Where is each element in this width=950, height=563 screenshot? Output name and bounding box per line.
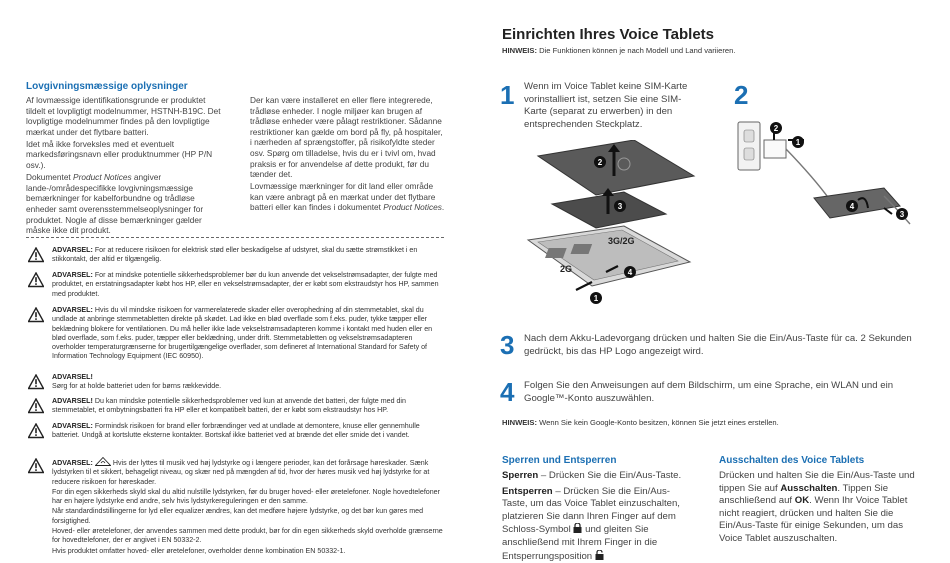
lock-text: Sperren – Drücken Sie die Ein/Aus-Taste. Entsperren – Drücken Sie die Ein/Aus-Taste, um das Voice Tablet einzuschalten, platzieren Sie dann Ihren Finger auf dem Schloss-Symbol und gleiten Sie anschließend mit Ihrem Finger in die Entsperrungsposition xyxy=(502,470,682,562)
hinweis-note: HINWEIS: Die Funktionen können je nach Modell und Land variieren. xyxy=(502,46,736,55)
svg-text:3: 3 xyxy=(899,210,905,219)
warning-block: ADVARSEL! Sørg for at holde batteriet uden for børns rækkevidde. xyxy=(28,373,443,392)
setup-title: Einrichten Ihres Voice Tablets xyxy=(502,26,715,43)
svg-text:3: 3 xyxy=(617,202,623,211)
warning-icon xyxy=(28,398,44,414)
reg-para: Lovmæssige mærkninger for dit land eller område kan være anbragt på en mærkat under det flytbare batteri eller kan findes i dokumentet Product Notices. xyxy=(250,181,445,213)
warning-icon xyxy=(28,423,44,439)
callout-1 xyxy=(792,136,804,148)
callout-4 xyxy=(624,266,636,278)
sim-2g-label: 2G xyxy=(560,264,573,274)
callout-4 xyxy=(846,200,858,212)
warning-extra: For din egen sikkerheds skyld skal du altid nulstille lydstyrken, før du bruger hoved- eller øretelefoner. Nogle hovedtelefoner har en højere lydstyrke end andre, selv hvis lydstyrkereguleringen er den samme. xyxy=(52,487,440,506)
step-number: 4 xyxy=(500,377,515,407)
warning-icon xyxy=(28,307,44,323)
sim-3g-label: 3G/2G xyxy=(608,236,635,246)
step-text: Wenn im Voice Tablet keine SIM-Karte vorinstalliert ist, setzen Sie eine SIM-Karte (separat zu erwerben) in den entsprechenden Steckplatz. xyxy=(524,81,688,130)
hinweis-note-2: HINWEIS: Wenn Sie kein Google-Konto besitzen, können Sie jetzt eines erstellen. xyxy=(502,418,779,427)
power-off-text: Drücken und halten Sie die Ein/Aus-Taste und tippen Sie auf Ausschalten. Tippen Sie anschließend auf OK. Wenn Ihr Voice Tablet nicht reagiert, drücken und halten Sie die Ein/Aus-Taste für einige Sekunden, um das Voice Tablet auszuschalten. xyxy=(719,470,915,544)
svg-text:2: 2 xyxy=(597,158,603,167)
unlock-icon xyxy=(595,550,604,560)
regulatory-heading: Lovgivningsmæssige oplysninger xyxy=(26,81,188,92)
regulatory-col2 xyxy=(250,95,446,215)
warning-icon xyxy=(28,374,44,390)
warning-block: ADVARSEL! Du kan mindske potentielle sikkerhedsproblemer ved kun at anvende det batteri, der fulgte med din stemmetablet, et ombytningsbatteri fra HP eller et kompatibelt batteri, der er købt som ekstraudstyr hos HP. xyxy=(28,397,443,416)
reg-para: Idet må ikke forveksles med et eventuelt markedsføringsnavn eller produktnummer (HP P/N osv.). xyxy=(26,138,213,171)
reg-para: Dokumentet Product Notices angiver lande-/områdespecifikke lovgivningsmæssige bemærkninger for kabelforbundne og trådløse enheder samt overensstemmelseoplysninger for produktet. Nogle af disse bemærkninger gælder måske ikke dit produkt. xyxy=(26,172,204,236)
warning-icon xyxy=(28,247,44,263)
lock-heading: Sperren und Entsperren xyxy=(502,455,617,466)
sim-install-illustration xyxy=(524,140,704,308)
callout-2 xyxy=(594,156,606,168)
step-number: 2 xyxy=(734,80,749,110)
step-text: Nach dem Akku-Ladevorgang drücken und halten Sie die Ein/Aus-Taste für ca. 2 Sekunden gedrückt, bis das HP Logo angezeigt wird. xyxy=(524,333,912,357)
reg-para: Af lovmæssige identifikationsgrunde er produktet tildelt et lovpligtigt modelnummer, HSTNH-B19C. Det lovpligtige modelnummer findes på den lovpligtige mærkat under det flytbare batteri. xyxy=(26,95,221,137)
charging-illustration xyxy=(734,118,914,240)
svg-text:2: 2 xyxy=(773,124,779,133)
power-off-heading: Ausschalten des Voice Tablets xyxy=(719,455,865,466)
warning-extra: Når standardindstillingerne for lyd eller equalizer ændres, kan det medføre højere lydstyrke, og det bør kun gøres med forsigtighed. xyxy=(52,507,424,525)
callout-3 xyxy=(896,208,908,220)
svg-text:4: 4 xyxy=(849,202,855,211)
warning-extra: Hoved- eller øretelefoner, der anvendes sammen med dette produkt, bør for din egen sikkerheds skyld overholde grænserne for hovedtelefoner, der er angivet i EN 50332-2. xyxy=(52,527,443,545)
section-divider xyxy=(26,237,444,238)
callout-3 xyxy=(614,200,626,212)
callout-2 xyxy=(770,122,782,134)
callout-1 xyxy=(590,292,602,304)
step-text: Folgen Sie den Anweisungen auf dem Bildschirm, um eine Sprache, ein WLAN und ein Google™-Konto auszuwählen. xyxy=(524,380,894,404)
step-number: 1 xyxy=(500,80,515,110)
regulatory-col1 xyxy=(26,95,222,237)
warning-block: ADVARSEL: Hvis der lyttes til musik ved høj lydstyrke og i længere perioder, kan det forårsage høreskader. Sænk lydstyrken til et sikkert, behageligt niveau, og skær ned på mængden af tid, hvor der høres musik ved høj lydstyrke for at reducere risikoen for høreskader. For din egen sikkerheds skyld skal du altid nulstille lydstyrken, før du bruger hoved- eller øretelefoner. Nogle hovedtelefoner har en højere lydstyrke end andre, selv hvis lydstyrkereguleringen er den samme. Når standardindstillingerne for lyd eller equalizer ændres, kan det medføre højere lydstyrke, og det bør kun gøres med forsigtighed. Hoved- eller øretelefoner, der anvendes sammen med dette produkt, bør for din egen sikkerheds skyld overholde grænserne for hovedtelefoner, der er angivet i EN 50332-2. Hvis produktet omfatter hoved- eller øretelefoner, overholder denne kombination EN 50332-1. xyxy=(28,457,443,557)
warning-block: ADVARSEL: Formindsk risikoen for brand eller forbrændinger ved at undlade at demontere, knuse eller gennemhulle batteriet. Undgå at kortslutte eksterne kontakter. Bortskaf ikke batteriet ved at brænde det eller smide det i vandet. xyxy=(28,422,443,441)
svg-text:1: 1 xyxy=(593,294,599,303)
warning-icon xyxy=(28,458,44,474)
svg-text:1: 1 xyxy=(795,138,801,147)
warning-icon xyxy=(28,272,44,288)
warning-extra: Hvis produktet omfatter hoved- eller øretelefoner, overholder denne kombination EN 50332-1. xyxy=(52,546,346,555)
hearing-warning-icon xyxy=(95,457,111,466)
warning-block: ADVARSEL: For at reducere risikoen for elektrisk stød eller beskadigelse af udstyret, skal du sætte strømstikket i en stikkontakt, der altid er tilgængelig. xyxy=(28,246,443,265)
svg-text:4: 4 xyxy=(627,268,633,277)
warning-block: ADVARSEL: Hvis du vil mindske risikoen for varmerelaterede skader eller overophedning af din stemmetablet, skal du undlade at anbringe stemmetabletten direkte på skødet. Lad ikke en blød overflade som f.eks. puder, tykke tæpper eller beklædning blokere for ventilationen. Du må heller ikke lade vekselstrømsadapteren komme i kontakt med huden eller en blød overflade, som f.eks. puder, tæpper eller beklædning, under drift. Stemmetabletten og vekselstrømsadapteren overholder temperaturgrænserne for brugertilgængelige overflader, som defineret af International Standard for Safety of Information Technology Equipment (IEC 60950). xyxy=(28,306,443,362)
reg-para: Der kan være installeret en eller flere integrerede, trådløse enheder. I nogle miljøer kan brugen af trådløse enheder være pålagt restriktioner. Sådanne restriktioner kan gælde om bord på fly, på hospitaler, i nærheden af sprængstoffer, på risikofyldte steder osv. Spørg om tilladelse, hvis du er i tvivl om, hvad praksis er for anvendelse af dette produkt, før du tænder det. xyxy=(250,95,443,180)
step-number: 3 xyxy=(500,330,515,360)
warning-block: ADVARSEL: For at mindske potentielle sikkerhedsproblemer bør du kun anvende det vekselstrømsadapter, der fulgte med produktet, en erstatningsadapter købt hos HP, eller en vekselstrømsadapter, der er købt som ekstraudstyr hos HP, sammen med produktet. xyxy=(28,271,443,299)
